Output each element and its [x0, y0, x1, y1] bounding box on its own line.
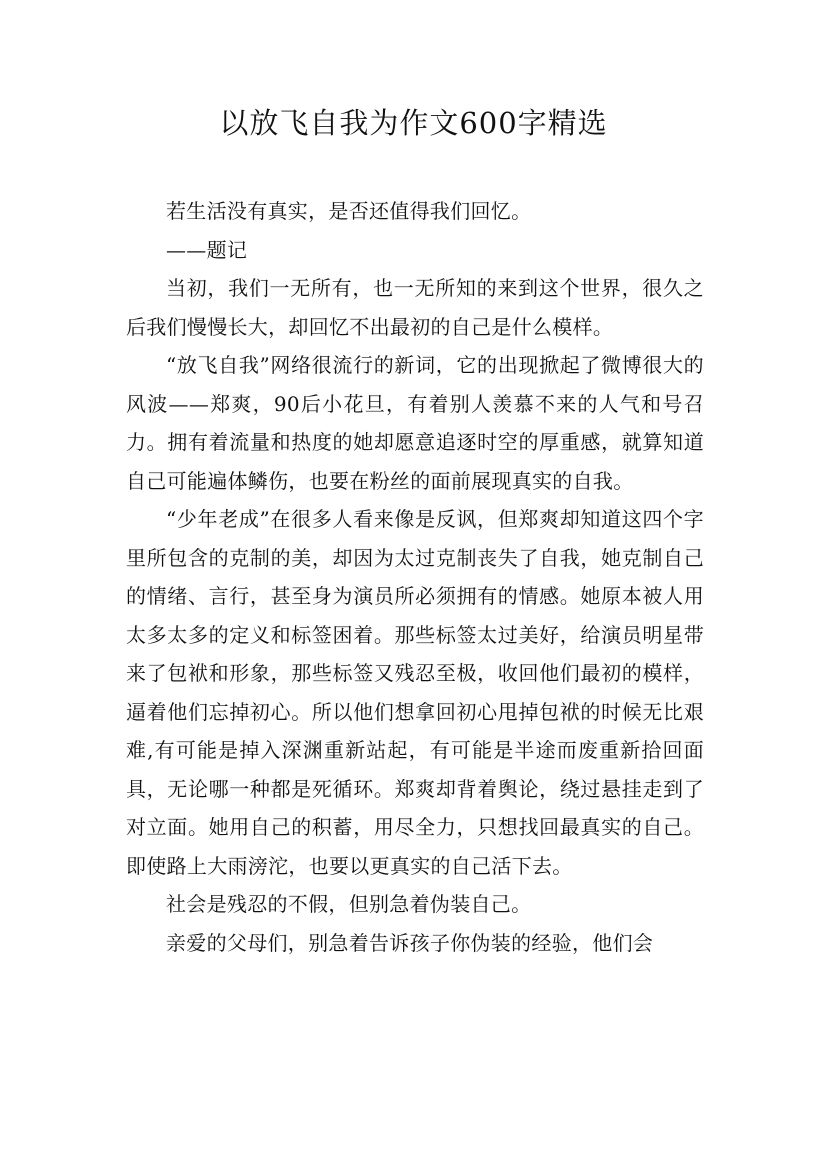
paragraph: “少年老成”在很多人看来像是反讽，但郑爽却知道这四个字里所包含的克制的美，却因为太过克制丧失了自我，她克制自己的情绪、言行，甚至身为演员所必须拥有的情感。她原本被人用太多太多的定义和标签困着。那些标签太过美好，给演员明星带来了包袱和形象，那些标签又残忍至极，收回他们最初的模样，逼着他们忘掉初心。所以他们想拿回初心甩掉包袱的时候无比艰难,有可能是掉入深渊重新站起，有可能是半途而废重新拾回面具，无论哪一种都是死循环。郑爽却背着舆论，绕过悬挂走到了对立面。她用自己的积蓄，用尽全力，只想找回最真实的自己。即使路上大雨滂沱，也要以更真实的自己活下去。 — [126, 507, 704, 878]
paragraph: 亲爱的父母们，别急着告诉孩子你伪装的经验，他们会 — [166, 930, 654, 955]
paragraph: 社会是残忍的不假，但别急着伪装自己。 — [166, 892, 532, 916]
paragraph: “放飞自我”网络很流行的新词，它的出现掀起了微博很大的风波——郑爽，90后小花旦，有着别人羡慕不来的人气和号召力。拥有着流量和热度的她却愿意追逐时空的厚重感，就算知道自己可能遍体鳞伤，也要在粉丝的面前展现真实的自我。 — [126, 353, 704, 493]
paragraph-epigraph-source: ——题记 — [166, 237, 248, 262]
document-body — [126, 192, 704, 962]
paragraph-epigraph: 若生活没有真实，是否还值得我们回忆。 — [166, 199, 532, 223]
paragraph: 当初，我们一无所有，也一无所知的来到这个世界，很久之后我们慢慢长大，却回忆不出最初的自己是什么模样。 — [126, 276, 704, 339]
document-title: 以放飞自我为作文600字精选 — [219, 106, 608, 140]
